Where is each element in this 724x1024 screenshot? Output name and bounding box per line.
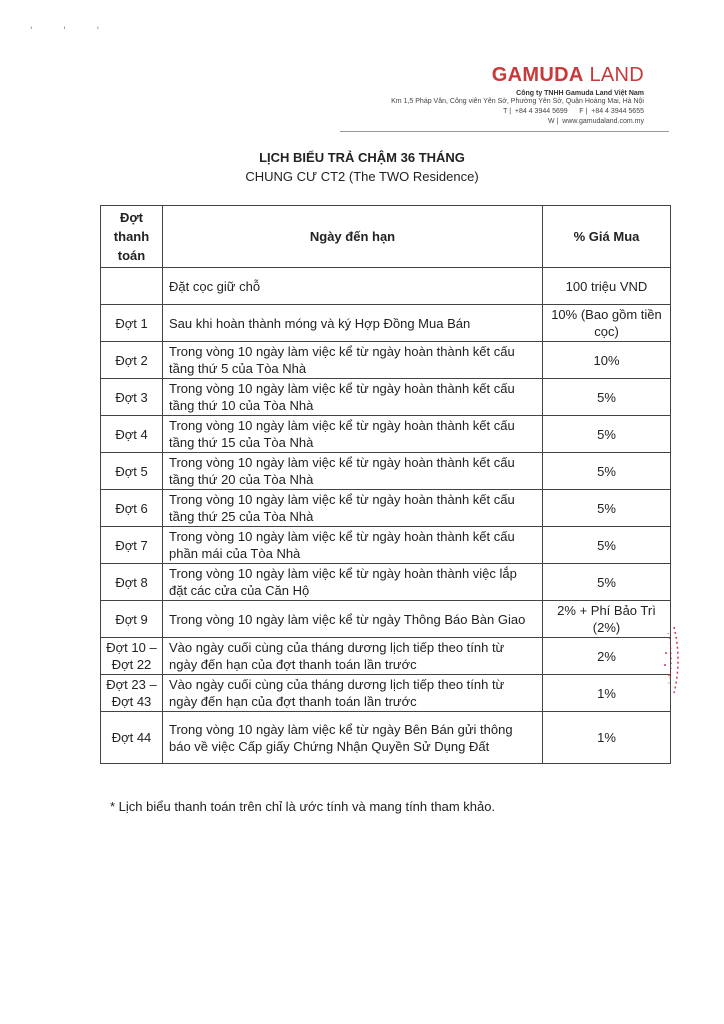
table-row xyxy=(101,638,671,675)
due-cell: Trong vòng 10 ngày làm việc kể từ ngày Thông Báo Bàn Giao xyxy=(163,601,543,638)
percent-cell: 1% xyxy=(543,675,671,712)
due-cell: Đặt cọc giữ chỗ xyxy=(163,268,543,305)
header-stage: Đợt thanh toán xyxy=(101,206,163,268)
stage-cell: Đợt 44 xyxy=(101,712,163,764)
due-cell: Sau khi hoàn thành móng và ký Hợp Đồng Mua Bán xyxy=(163,305,543,342)
stage-cell: Đợt 23 – Đợt 43 xyxy=(101,675,163,712)
company-name: Công ty TNHH Gamuda Land Việt Nam xyxy=(516,90,644,97)
table-row xyxy=(101,342,671,379)
due-cell: Vào ngày cuối cùng của tháng dương lịch tiếp theo tính từ ngày đến hạn của đợt thanh toán lần trước xyxy=(163,638,543,675)
table-row xyxy=(101,490,671,527)
table-row xyxy=(101,564,671,601)
percent-cell: 5% xyxy=(543,527,671,564)
stage-cell: Đợt 3 xyxy=(101,379,163,416)
company-phone-fax: T | +84 4 3944 5699 F | +84 4 3944 5655 xyxy=(503,108,644,115)
percent-cell: 1% xyxy=(543,712,671,764)
percent-cell: 10% xyxy=(543,342,671,379)
company-address: Km 1,5 Pháp Vân, Công viên Yên Sở, Phường Yên Sở, Quận Hoàng Mai, Hà Nội xyxy=(391,98,644,105)
due-cell: Trong vòng 10 ngày làm việc kể từ ngày hoàn thành việc lắp đặt các cửa của Căn Hộ xyxy=(163,564,543,601)
letterhead xyxy=(391,64,644,127)
table-row xyxy=(101,527,671,564)
percent-cell: 5% xyxy=(543,416,671,453)
document-subtitle: CHUNG CƯ CT2 (The TWO Residence) xyxy=(245,169,479,184)
table-row xyxy=(101,712,671,764)
table-row xyxy=(101,601,671,638)
stage-cell: Đợt 4 xyxy=(101,416,163,453)
footnote: * Lịch biểu thanh toán trên chỉ là ước tính và mang tính tham khảo. xyxy=(110,799,496,814)
stage-cell: Đợt 6 xyxy=(101,490,163,527)
due-cell: Vào ngày cuối cùng của tháng dương lịch tiếp theo tính từ ngày đến hạn của đợt thanh toán lần trước xyxy=(163,675,543,712)
due-cell: Trong vòng 10 ngày làm việc kể từ ngày hoàn thành kết cấu tầng thứ 5 của Tòa Nhà xyxy=(163,342,543,379)
stage-cell: Đợt 1 xyxy=(101,305,163,342)
table-row xyxy=(101,416,671,453)
table-row xyxy=(101,379,671,416)
header-divider xyxy=(340,131,669,132)
stage-cell: Đợt 8 xyxy=(101,564,163,601)
percent-cell: 5% xyxy=(543,490,671,527)
red-stamp-edge-icon xyxy=(660,625,682,695)
stage-cell: Đợt 5 xyxy=(101,453,163,490)
due-cell: Trong vòng 10 ngày làm việc kể từ ngày Bên Bán gửi thông báo về việc Cấp giấy Chứng Nhận Quyền Sử Dụng Đất xyxy=(163,712,543,764)
percent-cell: 100 triệu VND xyxy=(543,268,671,305)
table-row xyxy=(101,268,671,305)
table-row xyxy=(101,675,671,712)
header-percent: % Giá Mua xyxy=(543,206,671,268)
percent-cell: 5% xyxy=(543,453,671,490)
due-cell: Trong vòng 10 ngày làm việc kể từ ngày hoàn thành kết cấu tầng thứ 25 của Tòa Nhà xyxy=(163,490,543,527)
company-logo: GAMUDA LAND xyxy=(491,64,644,86)
due-cell: Trong vòng 10 ngày làm việc kể từ ngày hoàn thành kết cấu tầng thứ 20 của Tòa Nhà xyxy=(163,453,543,490)
percent-cell: 2% + Phí Bảo Trì (2%) xyxy=(543,601,671,638)
stage-cell: Đợt 9 xyxy=(101,601,163,638)
stage-cell: Đợt 7 xyxy=(101,527,163,564)
table-header-row xyxy=(101,206,671,268)
percent-cell: 2% xyxy=(543,638,671,675)
due-cell: Trong vòng 10 ngày làm việc kể từ ngày hoàn thành kết cấu phần mái của Tòa Nhà xyxy=(163,527,543,564)
due-cell: Trong vòng 10 ngày làm việc kể từ ngày hoàn thành kết cấu tầng thứ 15 của Tòa Nhà xyxy=(163,416,543,453)
table-row xyxy=(101,305,671,342)
scan-specks: ' ' ' xyxy=(30,26,114,36)
percent-cell: 10% (Bao gồm tiền cọc) xyxy=(543,305,671,342)
stage-cell xyxy=(101,268,163,305)
payment-schedule-table xyxy=(100,205,671,764)
percent-cell: 5% xyxy=(543,564,671,601)
percent-cell: 5% xyxy=(543,379,671,416)
due-cell: Trong vòng 10 ngày làm việc kể từ ngày hoàn thành kết cấu tầng thứ 10 của Tòa Nhà xyxy=(163,379,543,416)
table-body xyxy=(101,268,671,764)
table-row xyxy=(101,453,671,490)
document-title: LỊCH BIỂU TRẢ CHẬM 36 THÁNG xyxy=(259,150,465,165)
stage-cell: Đợt 10 – Đợt 22 xyxy=(101,638,163,675)
stage-cell: Đợt 2 xyxy=(101,342,163,379)
header-due-date: Ngày đến hạn xyxy=(163,206,543,268)
company-website: W | www.gamudaland.com.my xyxy=(548,118,644,125)
